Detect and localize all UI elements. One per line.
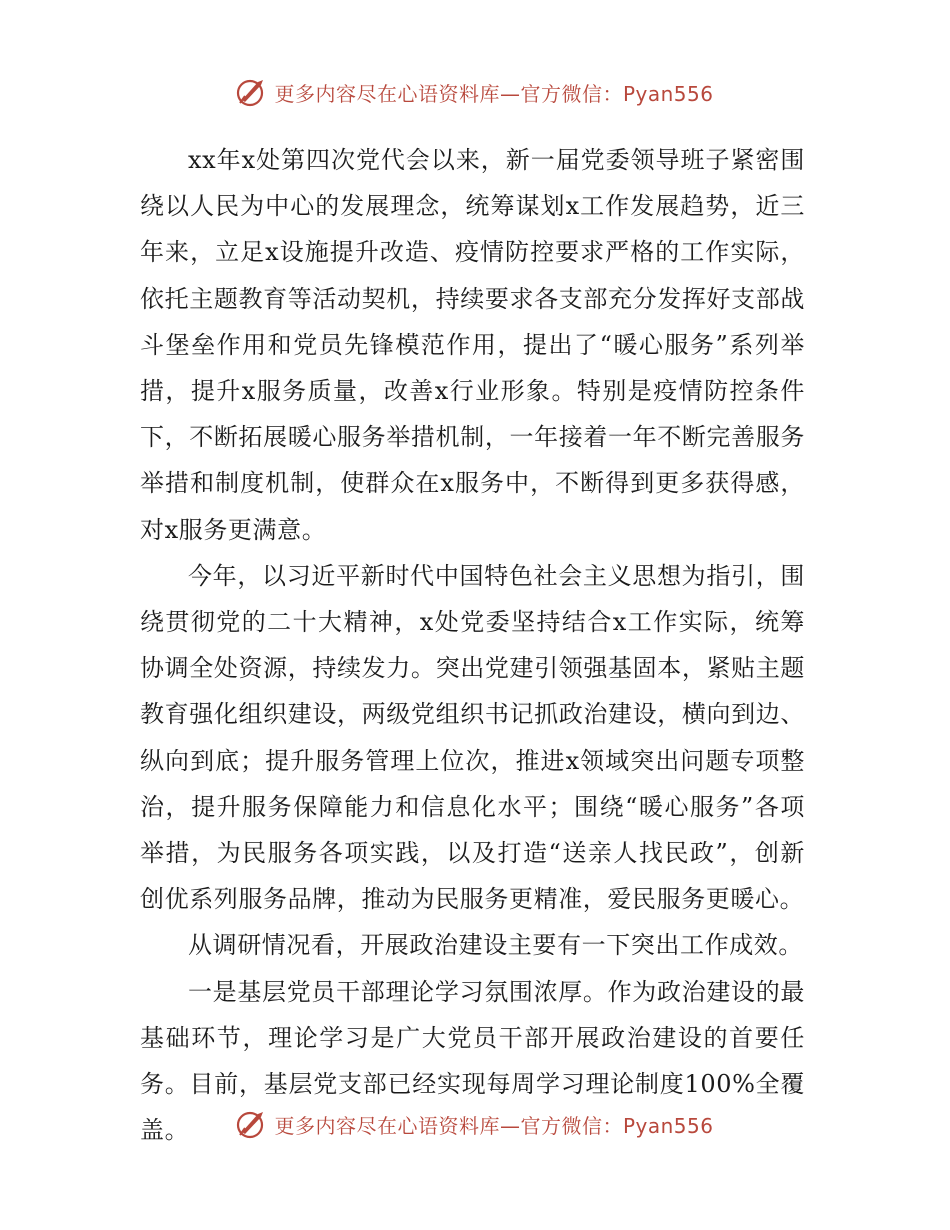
footer-banner bbox=[0, 1104, 950, 1144]
document-body bbox=[140, 137, 805, 1153]
header-banner bbox=[0, 72, 950, 112]
paragraph-1: xx年x处第四次党代会以来，新一届党委领导班子紧密围绕以人民为中心的发展理念，统筹谋划x工作发展趋势，近三年来，立足x设施提升改造、疫情防控要求严格的工作实际，依托主题教育等活动契机，持续要求各支部充分发挥好支部战斗堡垒作用和党员先锋模范作用，提出了“暖心服务”系列举措，提升x服务质量，改善x行业形象。特别是疫情防控条件下，不断拓展暖心服务举措机制，一年接着一年不断完善服务举措和制度机制，使群众在x服务中，不断得到更多获得感，对x服务更满意。 bbox=[140, 146, 805, 544]
quill-pen-logo-icon bbox=[236, 76, 268, 108]
footer-banner-text: 更多内容尽在心语资料库—官方微信：Pyan556 bbox=[274, 1113, 714, 1138]
quill-pen-logo-icon bbox=[236, 1108, 268, 1140]
paragraph-2: 今年，以习近平新时代中国特色社会主义思想为指引，围绕贯彻党的二十大精神，x处党委坚持结合x工作实际，统筹协调全处资源，持续发力。突出党建引领强基固本，紧贴主题教育强化组织建设，两级党组织书记抓政治建设，横向到边、纵向到底；提升服务管理上位次，推进x领域突出问题专项整治，提升服务保障能力和信息化水平；围绕“暖心服务”各项举措，为民服务各项实践，以及打造“送亲人找民政”，创新创优系列服务品牌，推动为民服务更精准，爱民服务更暖心。 bbox=[140, 561, 805, 914]
header-banner-text: 更多内容尽在心语资料库—官方微信：Pyan556 bbox=[274, 81, 714, 106]
paragraph-3: 从调研情况看，开展政治建设主要有一下突出工作成效。 bbox=[188, 931, 803, 960]
paragraph-4: 一是基层党员干部理论学习氛围浓厚。作为政治建设的最基础环节，理论学习是广大党员干部开展政治建设的首要任务。目前，基层党支部已经实现每周学习理论制度100%全覆盖。 bbox=[140, 977, 805, 1145]
